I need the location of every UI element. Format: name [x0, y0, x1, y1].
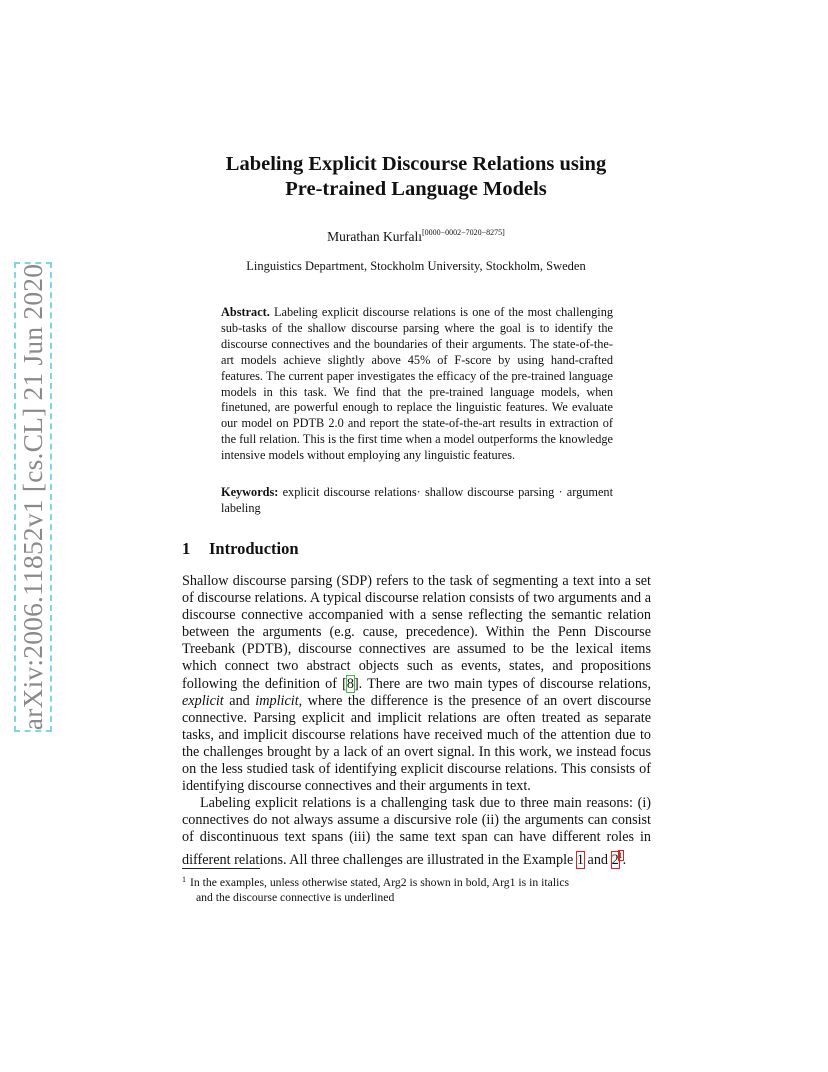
intro-p2-and: and	[583, 851, 612, 868]
keywords	[221, 485, 613, 517]
paper-title	[160, 152, 672, 202]
introduction-body	[182, 573, 651, 869]
intro-p2-text-a: Labeling explicit relations is a challenging task due to three main reasons: (i) connectives do not always assume a discursive role (ii) the arguments can consist of discontinuous text spans (iii) the same text span can have different roles in different relations. All three challenges are illustrated in the Example	[182, 795, 651, 868]
abstract-label: Abstract.	[221, 305, 270, 319]
author-orcid: [0000−0002−7020−8275]	[421, 228, 505, 237]
example-1-link[interactable]: 1	[576, 851, 584, 868]
intro-p1-and: and	[223, 692, 256, 709]
section-number: 1	[182, 539, 191, 558]
footnote-text-1: In the examples, unless otherwise stated, Arg2 is shown in bold, Arg1 is in italics	[190, 876, 570, 889]
footnote-line-1	[182, 872, 652, 890]
intro-p1-text-a: Shallow discourse parsing (SDP) refers to the task of segmenting a text into a set of discourse relations. A typical discourse relation consists of two arguments and a discourse connective accompanied with a sense reflecting the semantic relation between the arguments (e.g. cause, precedence). Within the Penn Discourse Treebank (PDTB), discourse connectives are assumed to be the lexical items which connect two abstract objects such as events, states, and propositions following the definition of [	[182, 573, 651, 692]
intro-p1-text-b: ]. There are two main types of discourse relations,	[353, 675, 651, 692]
footnote-link[interactable]: 1	[618, 850, 623, 860]
footnote-mark: 1	[182, 875, 186, 884]
intro-p1-text-c: , where the difference is the presence of an overt discourse connective. Parsing explicit and implicit relations are often treated as separate tasks, and implicit discourse relations have received much of the attention due to the challenges brought by a lack of an overt signal. In this work, we instead focus on the less studied task of identifying explicit discourse relations. This consists of identifying discourse connectives and their arguments in text.	[182, 692, 651, 795]
section-title: Introduction	[209, 539, 299, 558]
title-line-1: Labeling Explicit Discourse Relations using	[225, 153, 607, 175]
affiliation: Linguistics Department, Stockholm University, Stockholm, Sweden	[246, 259, 586, 273]
citation-link[interactable]: 8	[346, 675, 354, 692]
abstract-text: Labeling explicit discourse relations is one of the most challenging sub-tasks of the shallow discourse parsing where the goal is to identify the discourse connectives and the boundaries of their arguments. The state-of-the-art models achieve slightly above 45% of F-score by using hand-crafted features. The current paper investigates the efficacy of the pre-trained language models in this task. We find that the pre-trained language models, when finetuned, are powerful enough to replace the linguistic features. We evaluate our model on PDTB 2.0 and report the state-of-the-art results in extraction of the full relation. This is the first time when a model outperforms the knowledge intensive models without employing any linguistic features.	[221, 305, 614, 463]
term-explicit: explicit	[182, 692, 224, 709]
author-name: Murathan Kurfalı	[327, 229, 422, 244]
author	[166, 228, 666, 245]
arxiv-identifier: arXiv:2006.11852v1 [cs.CL] 21 Jun 2020	[17, 263, 48, 731]
footnote-line-2: and the discourse connective is underlined	[196, 891, 395, 904]
intro-p2-end: .	[622, 851, 627, 868]
footnote-rule	[182, 868, 260, 869]
footnote	[182, 872, 652, 905]
keywords-label: Keywords:	[221, 485, 279, 499]
example-2-link[interactable]: 2	[611, 851, 619, 868]
title-line-2: Pre-trained Language Models	[285, 178, 547, 200]
intro-paragraph-2	[182, 795, 651, 868]
intro-paragraph-1	[182, 573, 651, 795]
section-heading	[182, 539, 299, 559]
abstract	[221, 305, 613, 464]
term-implicit: implicit	[255, 692, 299, 709]
keywords-text: explicit discourse relations· shallow discourse parsing · argument labeling	[221, 485, 613, 515]
